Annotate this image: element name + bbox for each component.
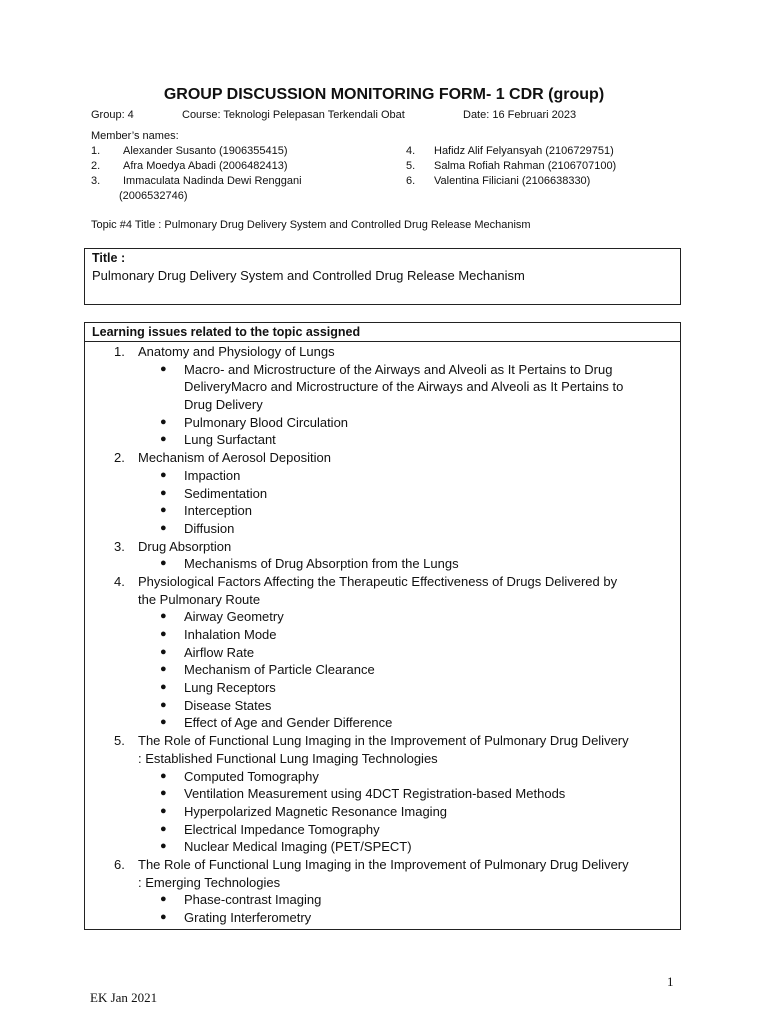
learning-issue-item	[85, 573, 680, 591]
bullet-icon: ●	[160, 504, 167, 517]
bullet-icon: ●	[160, 698, 167, 711]
item-text: Mechanism of Aerosol Deposition	[138, 450, 331, 466]
member-number: 6.	[406, 175, 416, 187]
learning-issue-item	[85, 449, 680, 467]
form-title: GROUP DISCUSSION MONITORING FORM- 1 CDR (group)	[163, 86, 605, 103]
learning-issue-subitem	[85, 803, 680, 821]
learning-issue-subitem	[85, 485, 680, 503]
learning-issue-item	[85, 732, 680, 750]
subitem-text: Inhalation Mode	[184, 627, 277, 642]
subitem-text: Computed Tomography	[184, 768, 319, 784]
bullet-icon: ●	[160, 769, 167, 782]
member-name: Salma Rofiah Rahman (2106707100)	[434, 160, 617, 172]
topic-line: Topic #4 Title : Pulmonary Drug Delivery System and Controlled Drug Release Mechanism	[91, 219, 531, 231]
item-number: 5.	[114, 733, 125, 749]
member-number: 4.	[406, 145, 416, 157]
bullet-icon: ●	[160, 681, 167, 694]
course-name: Course: Teknologi Pelepasan Terkendali Obat	[182, 109, 405, 121]
member-number: 5.	[406, 160, 416, 172]
bullet-icon: ●	[160, 716, 167, 729]
subitem-text: Hyperpolarized Magnetic Resonance Imaging	[184, 803, 448, 819]
form-date: Date: 16 Februari 2023	[463, 109, 577, 121]
bullet-icon: ●	[160, 468, 167, 481]
item-text: : Emerging Technologies	[138, 874, 281, 890]
member-name-continued: (2006532746)	[119, 190, 188, 202]
learning-issue-item-continued	[85, 591, 680, 609]
subitem-text: Mechanisms of Drug Absorption from the Lungs	[184, 556, 459, 572]
learning-issue-subitem	[85, 467, 680, 485]
subitem-text: Ventilation Measurement using 4DCT Registration-based Methods	[184, 786, 566, 802]
member-name: Immaculata Nadinda Dewi Renggani	[123, 175, 302, 187]
bullet-icon: ●	[160, 911, 167, 923]
learning-issues-header: Learning issues related to the topic assigned	[85, 323, 680, 342]
learning-issue-subitem	[85, 644, 680, 662]
bullet-icon: ●	[160, 663, 167, 676]
learning-issue-subitem	[85, 909, 680, 927]
item-text: : Established Functional Lung Imaging Technologies	[138, 750, 438, 766]
bullet-icon: ●	[160, 557, 167, 570]
learning-issue-subitem	[85, 431, 680, 449]
learning-issue-subitem	[85, 626, 680, 644]
member-name: Alexander Susanto (1906355415)	[123, 145, 288, 157]
learning-issues-box	[84, 322, 681, 930]
subitem-text: Pulmonary Blood Circulation	[184, 414, 349, 430]
learning-issue-subitem	[85, 768, 680, 786]
item-number: 6.	[114, 856, 125, 872]
subitem-text: Interception	[184, 503, 252, 519]
member-name: Hafidz Alif Felyansyah (2106729751)	[434, 145, 614, 157]
subitem-text: Disease States	[184, 697, 272, 713]
subitem-text: Sedimentation	[184, 485, 268, 501]
subitem-text: DeliveryMacro and Microstructure of the Airways and Alveoli as It Pertains to	[184, 379, 624, 395]
item-number: 4.	[114, 573, 125, 589]
member-name: Afra Moedya Abadi (2006482413)	[123, 160, 288, 172]
subitem-text: Phase-contrast Imaging	[184, 892, 322, 908]
bullet-icon: ●	[160, 486, 167, 499]
learning-issue-subitem	[85, 361, 680, 379]
subitem-text: Electrical Impedance Tomography	[184, 821, 380, 837]
item-text: The Role of Functional Lung Imaging in the Improvement of Pulmonary Drug Delivery	[138, 733, 629, 749]
item-text: Anatomy and Physiology of Lungs	[138, 344, 335, 359]
learning-issue-item	[85, 856, 680, 874]
item-number: 1.	[114, 344, 125, 359]
item-text: Physiological Factors Affecting the Therapeutic Effectiveness of Drugs Delivered by	[138, 573, 618, 589]
learning-issue-subitem	[85, 679, 680, 697]
subitem-text: Airflow Rate	[184, 644, 255, 660]
bullet-icon: ●	[160, 521, 167, 534]
bullet-icon: ●	[160, 822, 167, 835]
bullet-icon: ●	[160, 787, 167, 800]
subitem-text: Impaction	[184, 467, 241, 483]
learning-issue-subitem	[85, 520, 680, 538]
bullet-icon: ●	[160, 893, 167, 906]
learning-issues-list	[85, 343, 680, 927]
subitem-text: Macro- and Microstructure of the Airways and Alveoli as It Pertains to Drug	[184, 361, 613, 377]
learning-issue-item-continued	[85, 874, 680, 892]
bullet-icon: ●	[160, 628, 167, 640]
item-text: the Pulmonary Route	[138, 591, 261, 607]
learning-issue-subitem	[85, 414, 680, 432]
member-name: Valentina Filiciani (2106638330)	[434, 175, 591, 187]
subitem-text: Effect of Age and Gender Difference	[184, 715, 393, 731]
learning-issue-subitem	[85, 697, 680, 715]
member-number: 2.	[91, 160, 101, 172]
learning-issue-subitem	[85, 555, 680, 573]
member-number: 3.	[91, 175, 101, 187]
subitem-text: Grating Interferometry	[184, 910, 312, 925]
member-number: 1.	[91, 145, 101, 157]
title-box-value: Pulmonary Drug Delivery System and Controlled Drug Release Mechanism	[92, 268, 525, 283]
learning-issue-subitem	[85, 714, 680, 732]
title-box	[84, 248, 681, 305]
learning-issue-subitem-continued	[85, 378, 680, 396]
subitem-text: Nuclear Medical Imaging (PET/SPECT)	[184, 839, 412, 855]
learning-issue-subitem	[85, 661, 680, 679]
bullet-icon: ●	[160, 433, 167, 446]
item-number: 3.	[114, 538, 125, 554]
learning-issue-subitem	[85, 821, 680, 839]
bullet-icon: ●	[160, 840, 167, 853]
item-text: Drug Absorption	[138, 538, 232, 554]
learning-issue-subitem	[85, 608, 680, 626]
learning-issue-subitem	[85, 502, 680, 520]
footer-text: EK Jan 2021	[90, 990, 158, 1005]
subitem-text: Airway Geometry	[184, 609, 284, 625]
subitem-text: Mechanism of Particle Clearance	[184, 662, 375, 678]
learning-issue-subitem	[85, 891, 680, 909]
bullet-icon: ●	[160, 645, 167, 658]
bullet-icon: ●	[160, 415, 167, 428]
bullet-icon: ●	[160, 362, 167, 375]
learning-issue-item	[85, 538, 680, 556]
learning-issue-subitem	[85, 785, 680, 803]
learning-issue-item	[85, 343, 680, 361]
page-number: 1	[667, 974, 674, 989]
members-label: Member’s names:	[91, 130, 179, 142]
subitem-text: Lung Receptors	[184, 680, 276, 696]
bullet-icon: ●	[160, 610, 167, 623]
bullet-icon: ●	[160, 804, 167, 817]
item-text: The Role of Functional Lung Imaging in the Improvement of Pulmonary Drug Delivery	[138, 856, 629, 872]
learning-issue-subitem-continued	[85, 396, 680, 414]
item-number: 2.	[114, 450, 125, 466]
group-number: Group: 4	[91, 109, 134, 121]
subitem-text: Lung Surfactant	[184, 432, 276, 448]
learning-issue-item-continued	[85, 750, 680, 768]
learning-issue-subitem	[85, 838, 680, 856]
subitem-text: Drug Delivery	[184, 397, 263, 413]
subitem-text: Diffusion	[184, 520, 235, 536]
title-box-label: Title :	[92, 251, 126, 265]
